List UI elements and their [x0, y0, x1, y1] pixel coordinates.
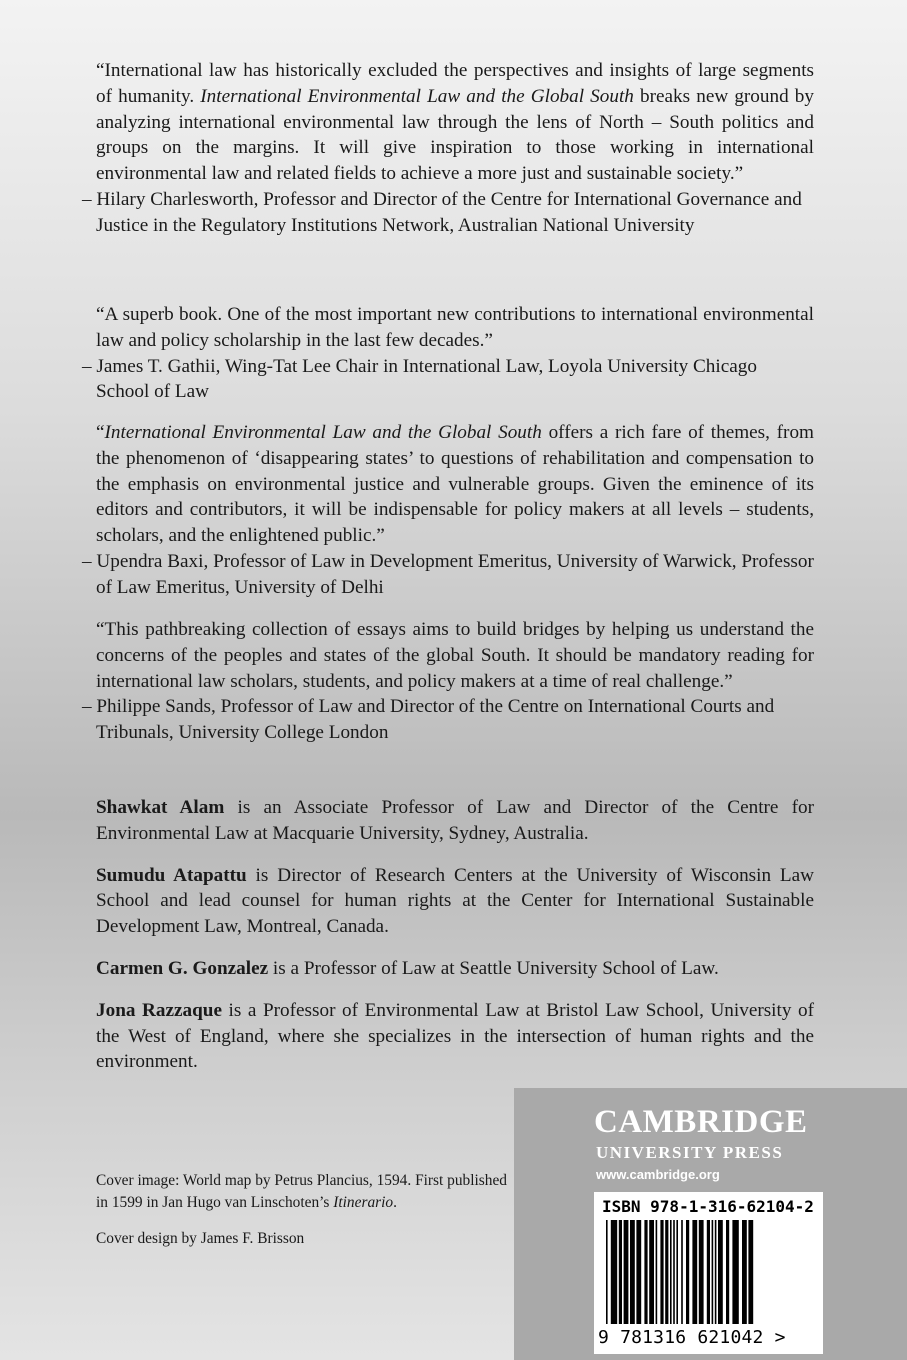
barcode-bar [742, 1220, 747, 1324]
quote-attribution: – Philippe Sands, Professor of Law and Director of the Centre on International Courts and Tribunals, University College London [82, 696, 775, 744]
barcode-bar [670, 1220, 672, 1324]
barcode-bar [606, 1220, 608, 1324]
barcode-bar [624, 1220, 629, 1324]
cover-design-credit: Cover design by James F. Brisson [96, 1230, 305, 1247]
barcode-bar [630, 1220, 635, 1324]
bio-sumudu-atapattu: Sumudu Atapattu is Director of Research Centers at the University of Wisconsin Law School and lead counsel for human rights at the Center for International Sustainable Development Law, Montreal, Canada. [96, 864, 815, 938]
barcode-bar [732, 1220, 738, 1324]
barcode-bar [665, 1220, 668, 1324]
quote-2 [82, 302, 814, 405]
barcode-bar [748, 1220, 753, 1324]
bio-carmen-gonzalez: Carmen G. Gonzalez is a Professor of Law at Seattle University School of Law. [96, 957, 719, 979]
barcode-bar [636, 1220, 641, 1324]
barcode [594, 1192, 823, 1354]
bio-shawkat-alam: Shawkat Alam is an Associate Professor of Law and Director of the Centre for Environmental Law at Macquarie University, Sydney, Australia. [96, 797, 814, 844]
barcode-bar [707, 1220, 710, 1324]
barcode-bar [649, 1220, 654, 1324]
publisher-url: www.cambridge.org [596, 1167, 720, 1182]
quote-attribution: – James T. Gathii, Wing-Tat Lee Chair in International Law, Loyola University Chicago School of Law [82, 355, 757, 403]
barcode-bar [644, 1220, 647, 1324]
barcode-bar [656, 1220, 658, 1324]
barcode-bar [715, 1220, 717, 1324]
cover-credits [96, 1170, 516, 1250]
barcode-bar [699, 1220, 704, 1324]
barcode-bar [681, 1220, 683, 1324]
barcode-bar [686, 1220, 689, 1324]
quote-attribution: – Hilary Charlesworth, Professor and Director of the Centre for International Governance and Justice in the Regulatory Institutions Network, Australian National University [82, 188, 802, 236]
quote-text: “A superb book. One of the most important new contributions to international environmental law and policy scholarship in the last few decades.” [96, 304, 814, 351]
quote-attribution: – Upendra Baxi, Professor of Law in Development Emeritus, University of Warwick, Professor of Law Emeritus, University of Delhi [82, 550, 814, 598]
bio-jona-razzaque: Jona Razzaque is a Professor of Environmental Law at Bristol Law School, University of the West of England, where she specializes in the intersection of human rights and the environment. [96, 999, 814, 1073]
quote-text: “International Environmental Law and the Global South offers a rich fare of themes, from the phenomenon of ‘disappearing states’ to questions of rehabilitation and compensation to the emphasis on environmental justice and vulnerable groups. Given the eminence of its editors and contributors, it will be indispensable for policy makers at all levels – students, scholars, and the enlightened public.” [96, 422, 814, 547]
publisher-panel [514, 1088, 907, 1360]
barcode-bar [673, 1220, 675, 1324]
barcode-bars [602, 1220, 815, 1328]
isbn-label: ISBN 978-1-316-62104-2 [602, 1197, 814, 1216]
quote-text: “This pathbreaking collection of essays aims to build bridges by helping us understand the concerns of the peoples and states of the global South. It should be mandatory reading for international law scholars, students, and policy makers at a time of real challenge.” [96, 619, 814, 692]
barcode-bar [712, 1220, 714, 1324]
barcode-bar [726, 1220, 729, 1324]
barcode-bar [660, 1220, 663, 1324]
barcode-bar [611, 1220, 617, 1324]
quote-text: “International law has historically excluded the perspectives and insights of large segments of humanity. International Environmental Law and the Global South breaks new ground by analyzing international environmental law through the lens of North – South politics and groups on the margins. It will give inspiration to those working in international environmental law and related fields to achieve a more just and sustainable society.” [96, 60, 814, 185]
barcode-bar [718, 1220, 723, 1324]
cover-image-credit: Cover image: World map by Petrus Plancius, 1594. First published in 1599 in Jan Hugo van Linschoten’s Itinerario. [96, 1172, 507, 1211]
quote-1 [82, 58, 814, 239]
publisher-subtitle: UNIVERSITY PRESS [596, 1143, 784, 1162]
barcode-bar [676, 1220, 678, 1324]
quote-3 [82, 420, 814, 601]
barcode-digits: 9 781316 621042 > [598, 1327, 786, 1348]
publisher-logo: CAMBRIDGE [594, 1104, 808, 1140]
barcode-bar [692, 1220, 697, 1324]
editor-bios [96, 795, 814, 1091]
barcode-bar [619, 1220, 622, 1324]
quote-4 [82, 617, 814, 746]
